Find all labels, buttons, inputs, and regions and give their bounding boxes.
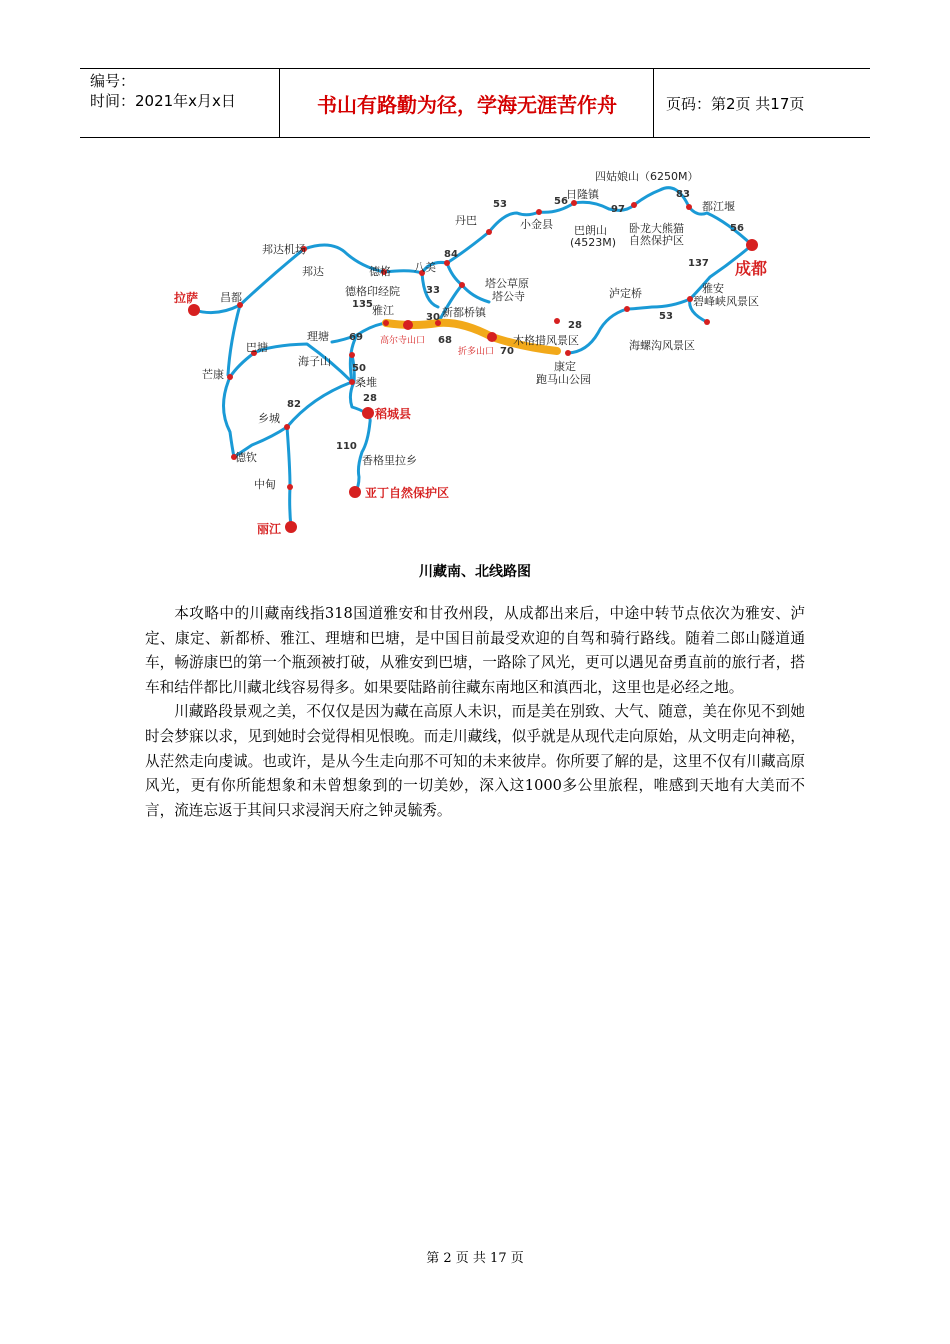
label-shangrila: 香格里拉乡: [362, 454, 417, 467]
distance-label: 68: [438, 335, 452, 346]
label-bangda: 邦达: [302, 265, 324, 278]
label-xiaojin: 小金县: [520, 218, 553, 231]
distance-label: 83: [676, 189, 690, 200]
number-label: 编号：: [90, 72, 136, 90]
label-tagong1: 塔公草原: [485, 277, 529, 290]
label-degeyin: 德格印经院: [345, 285, 400, 298]
label-zhongdian: 中甸: [254, 478, 276, 491]
label-bangda-airport: 邦达机场: [262, 243, 306, 256]
time-label: 时间：2021年x月x日: [90, 92, 236, 110]
distance-label: 84: [444, 249, 458, 260]
paragraph: 川藏路段景观之美，不仅仅是因为藏在高原人未识，而是美在别致、大气、随意，美在你见不到她时会梦寐以求，见到她时会觉得相见恨晚。而走川藏线，似乎就是从现代走向原始，从文明走向神秘，从茫然走向虔诚。也或许，是从今生走向那不可知的未来彼岸。你所要了解的是，这里不仅有川藏高原风光，更有你所能想象和未曾想象到的一切美妙，深入这1000多公里旅程，唯感到天地有大美而不言，流连忘返于其间只求浸润天府之钟灵毓秀。: [145, 703, 805, 819]
label-bifengxia: 碧峰峡风景区: [693, 295, 759, 308]
place-labels: [174, 169, 767, 536]
label-zheduo: 折多山口: [458, 347, 495, 357]
distance-label: 82: [287, 399, 301, 410]
label-rilong: 日隆镇: [566, 188, 599, 201]
article-body: [145, 602, 805, 823]
label-tagong2: 塔公寺: [492, 290, 525, 303]
label-changdu: 昌都: [220, 291, 242, 304]
label-sangdui: 桑堆: [355, 376, 377, 389]
label-balang-alt: (4523M): [570, 236, 617, 249]
distance-label: 53: [659, 311, 673, 322]
header-page-label: 页码：第2页 共17页: [666, 94, 805, 113]
distance-label: 97: [611, 204, 625, 215]
label-bamei: 八美: [414, 261, 436, 274]
route-map: [162, 157, 788, 543]
header-motto: 书山有路勤为径，学海无涯苦作舟: [281, 69, 654, 137]
distance-label: 137: [688, 258, 709, 269]
label-daocheng: 稻城县: [375, 407, 412, 421]
paragraph: 本攻略中的川藏南线指318国道雅安和甘孜州段，从成都出来后，中途中转节点依次为雅安、泸定、康定、新都桥、雅江、理塘和巴塘，是中国目前最受欢迎的自驾和骑行路线。随着二郎山隧道通车，畅游康巴的第一个瓶颈被打破，从雅安到巴塘，一路除了风光，更可以遇见奋勇直前的旅行者，搭车和结伴都比川藏北线容易得多。如果要陆路前往藏东南地区和滇西北，这里也是必经之地。: [145, 605, 805, 696]
header-meta: [80, 69, 280, 137]
page-footer: 第 2 页 共 17 页: [426, 1251, 524, 1266]
map-caption: 川藏南、北线路图: [419, 564, 531, 580]
label-luding: 泸定桥: [609, 287, 642, 300]
label-siguniang: 四姑娘山（6250M）: [595, 170, 699, 183]
distance-label: 30: [426, 312, 440, 323]
label-xiangcheng: 乡城: [258, 412, 280, 425]
distance-label: 135: [352, 299, 373, 310]
label-yading: 亚丁自然保护区: [365, 486, 450, 500]
label-chengdu: 成都: [735, 259, 768, 278]
label-deqin: 德钦: [235, 451, 257, 464]
distance-label: 33: [426, 285, 440, 296]
label-paomashan: 跑马山公园: [536, 373, 591, 386]
label-mugecuo: 木格措风景区: [513, 334, 579, 347]
label-wolong2: 自然保护区: [629, 234, 684, 247]
label-wolong1: 卧龙大熊猫: [629, 222, 684, 235]
distance-label: 50: [352, 363, 366, 374]
label-dujiangyan: 都江堰: [702, 200, 735, 213]
label-lijiang: 丽江: [257, 522, 282, 536]
label-hailuogou: 海螺沟风景区: [629, 339, 695, 352]
distance-label: 56: [730, 223, 744, 234]
distance-label: 53: [493, 199, 507, 210]
distance-label: 70: [500, 346, 514, 357]
distance-label: 110: [336, 441, 357, 452]
label-kangding: 康定: [554, 360, 576, 373]
label-yaan: 雅安: [702, 282, 724, 295]
label-haizishan: 海子山: [298, 355, 331, 368]
page-header: [80, 68, 870, 138]
distance-label: 69: [349, 332, 363, 343]
label-lhasa: 拉萨: [174, 291, 199, 305]
label-balang: 巴朗山: [574, 224, 607, 237]
label-batang: 巴塘: [246, 341, 268, 354]
distance-label: 28: [363, 393, 377, 404]
label-danba: 丹巴: [455, 214, 477, 227]
distance-label: 56: [554, 196, 568, 207]
label-mangkang: 芒康: [202, 368, 224, 381]
label-xinduqiao: 新都桥镇: [442, 306, 486, 319]
label-dege: 德格: [369, 265, 391, 278]
label-gaoersi: 高尔寺山口: [380, 336, 426, 346]
distance-label: 28: [568, 320, 582, 331]
label-yajiang: 雅江: [372, 304, 394, 317]
label-litang: 理塘: [307, 330, 329, 343]
